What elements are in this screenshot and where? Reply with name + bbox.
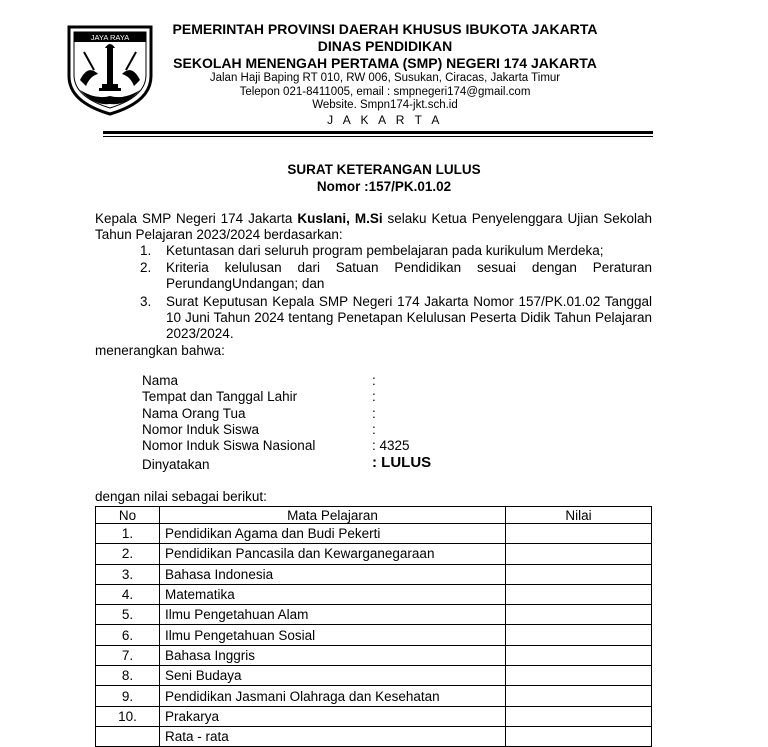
row-subject: Rata - rata bbox=[160, 726, 506, 746]
nis-label: Nomor Induk Siswa bbox=[142, 422, 260, 437]
row-subject: Prakarya bbox=[160, 706, 506, 726]
table-row bbox=[96, 686, 652, 706]
row-subject: Pendidikan Agama dan Budi Pekerti bbox=[160, 524, 506, 544]
header-no: No bbox=[96, 507, 160, 524]
intro-text-before: Kepala SMP Negeri 174 Jakarta bbox=[95, 211, 298, 226]
parent-name-label: Nama Orang Tua bbox=[142, 406, 246, 421]
list-item-text: Ketuntasan dari seluruh program pembelajaran pada kurikulum Merdeka; bbox=[166, 243, 604, 258]
principal-name: Kuslani, M.Si bbox=[297, 211, 383, 226]
row-no: 6. bbox=[96, 625, 160, 645]
nis-value: : bbox=[372, 422, 376, 437]
row-no: 8. bbox=[96, 666, 160, 686]
list-item-number: 3. bbox=[140, 293, 152, 309]
row-score bbox=[506, 726, 652, 746]
school-website: Website. Smpn174-jkt.sch.id bbox=[312, 99, 458, 112]
letterhead bbox=[160, 21, 610, 128]
row-no: 2. bbox=[96, 544, 160, 564]
table-row bbox=[96, 524, 652, 544]
school-contact: Telepon 021-8411005, email : smpnegeri174@gmail.com bbox=[239, 85, 531, 98]
status-value: : LULUS bbox=[372, 454, 432, 471]
birth-place-date-value: : bbox=[372, 389, 376, 404]
row-no: 5. bbox=[96, 605, 160, 625]
row-score bbox=[506, 706, 652, 726]
basis-list bbox=[140, 243, 652, 343]
intro-paragraph bbox=[95, 211, 652, 243]
row-subject: Pendidikan Jasmani Olahraga dan Kesehatan bbox=[160, 686, 506, 706]
jakarta-emblem-logo bbox=[66, 24, 154, 116]
list-item-text: Kriteria kelulusan dari Satuan Pendidikan sesuai dengan Peraturan PerundangUndangan; dan bbox=[166, 260, 652, 292]
table-row bbox=[96, 584, 652, 604]
row-score bbox=[506, 564, 652, 584]
letterhead-divider-thin bbox=[103, 136, 653, 137]
table-row bbox=[96, 645, 652, 665]
row-subject: Pendidikan Pancasila dan Kewarganegaraan bbox=[160, 544, 506, 564]
table-row bbox=[96, 564, 652, 584]
svg-text:JAYA RAYA: JAYA RAYA bbox=[90, 33, 130, 42]
list-item-number: 1. bbox=[140, 243, 152, 258]
grades-table bbox=[95, 506, 652, 747]
government-name: PEMERINTAH PROVINSI DAERAH KHUSUS IBUKOTA JAKARTA bbox=[172, 21, 598, 37]
row-score bbox=[506, 544, 652, 564]
row-score bbox=[506, 666, 652, 686]
table-row bbox=[96, 605, 652, 625]
row-score bbox=[506, 605, 652, 625]
nisn-value: : 4325 bbox=[372, 438, 410, 453]
row-score bbox=[506, 584, 652, 604]
table-row bbox=[96, 544, 652, 564]
header-subject: Mata Pelajaran bbox=[160, 507, 506, 524]
table-row bbox=[96, 625, 652, 645]
status-label: Dinyatakan bbox=[142, 457, 210, 472]
row-score bbox=[506, 645, 652, 665]
document-number: Nomor :157/PK.01.02 bbox=[316, 179, 452, 194]
row-no: 3. bbox=[96, 564, 160, 584]
school-name: SEKOLAH MENENGAH PERTAMA (SMP) NEGERI 174 JAKARTA bbox=[173, 55, 597, 71]
row-score bbox=[506, 686, 652, 706]
header-score: Nilai bbox=[506, 507, 652, 524]
row-no: 10. bbox=[96, 706, 160, 726]
student-name-value: : bbox=[372, 373, 376, 388]
row-subject: Ilmu Pengetahuan Sosial bbox=[160, 625, 506, 645]
row-no: 4. bbox=[96, 584, 160, 604]
row-no bbox=[96, 726, 160, 746]
row-subject: Seni Budaya bbox=[160, 666, 506, 686]
row-subject: Ilmu Pengetahuan Alam bbox=[160, 605, 506, 625]
school-city: J A K A R T A bbox=[327, 112, 443, 127]
row-no: 9. bbox=[96, 686, 160, 706]
table-row bbox=[96, 666, 652, 686]
list-item-number: 2. bbox=[140, 260, 152, 276]
agency-name: DINAS PENDIDIKAN bbox=[317, 38, 453, 54]
intro-text-after: selaku Ketua Penyelenggara Ujian Sekolah Tahun Pelajaran 2023/2024 berdasarkan: bbox=[95, 211, 652, 243]
list-item bbox=[140, 243, 652, 259]
table-header-row bbox=[96, 507, 652, 524]
table-row bbox=[96, 706, 652, 726]
row-no: 1. bbox=[96, 524, 160, 544]
birth-place-date-label: Tempat dan Tanggal Lahir bbox=[142, 389, 298, 404]
nisn-label: Nomor Induk Siswa Nasional bbox=[142, 438, 316, 453]
row-no: 7. bbox=[96, 645, 160, 665]
grades-intro-text: dengan nilai sebagai berikut: bbox=[95, 489, 267, 504]
letterhead-divider-thick bbox=[103, 131, 653, 134]
statement-text: menerangkan bahwa: bbox=[95, 343, 225, 358]
list-item bbox=[140, 294, 652, 343]
row-subject: Bahasa Inggris bbox=[160, 645, 506, 665]
document-title: SURAT KETERANGAN LULUS bbox=[287, 162, 481, 177]
row-subject: Matematika bbox=[160, 584, 506, 604]
row-score bbox=[506, 625, 652, 645]
school-address: Jalan Haji Baping RT 010, RW 006, Susukan, Ciracas, Jakarta Timur bbox=[209, 72, 561, 84]
list-item-text: Surat Keputusan Kepala SMP Negeri 174 Jakarta Nomor 157/PK.01.02 Tanggal 10 Juni Tahun 2024 tentang Penetapan Kelulusan Peserta Didik Tahun Pelajaran 2023/2024. bbox=[166, 293, 652, 342]
table-row-average bbox=[96, 726, 652, 746]
student-name-label: Nama bbox=[142, 373, 179, 388]
list-item bbox=[140, 260, 652, 292]
parent-name-value: : bbox=[372, 406, 376, 421]
row-score bbox=[506, 524, 652, 544]
row-subject: Bahasa Indonesia bbox=[160, 564, 506, 584]
